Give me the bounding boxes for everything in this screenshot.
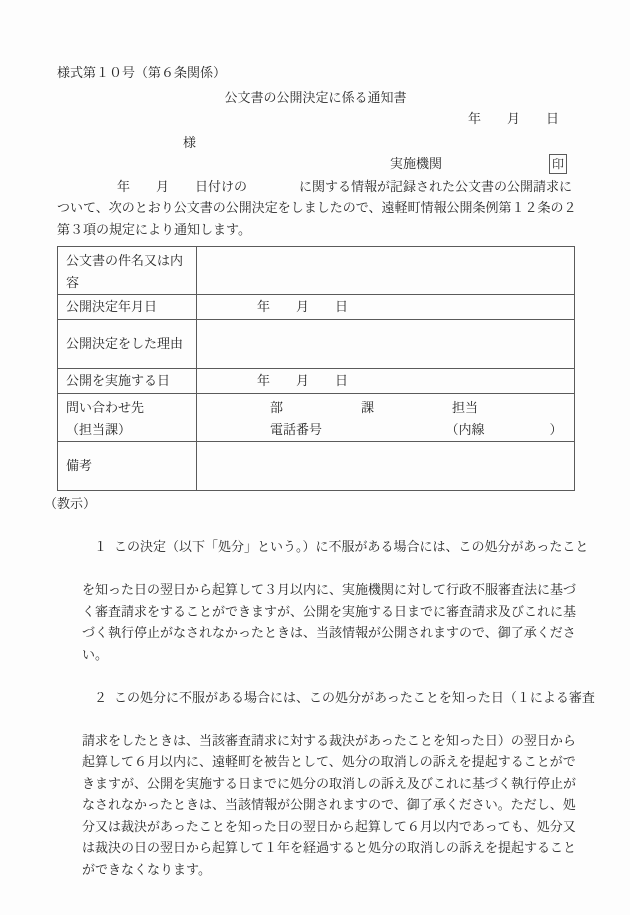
notification-paragraph: [57, 176, 577, 241]
instruction-line: は裁決の日の翌日から起算して１年を経過すると処分の取消しの訴えを提起すること: [82, 840, 577, 855]
table-row-disclosure-date: [58, 369, 575, 394]
decision-details-table: [57, 246, 575, 491]
row-label: 備考: [58, 442, 197, 491]
table-row-contact: [58, 394, 575, 442]
instruction-line: ができなくなります。: [82, 861, 211, 877]
form-number: 様式第１０号（第６条関係）: [57, 65, 227, 80]
contact-label-line: 問い合わせ先: [66, 400, 145, 415]
instruction-text: この決定（以下「処分」という。）に不服がある場合には、この処分があったこと: [114, 539, 589, 554]
instructions-heading: （教示）: [44, 496, 97, 511]
row-label: 公文書の件名又は内容: [58, 247, 197, 295]
instruction-line: きますが、公開を実施する日までに処分の取消しの訴え及びこれに基づく執行停止が: [82, 775, 577, 791]
instruction-line: なされなかったときは、当該情報が公開されますので、御了承ください。ただし、処: [82, 797, 576, 812]
table-row-remarks: [58, 442, 575, 491]
table-row-subject: [58, 247, 575, 295]
instruction-line: い。: [82, 646, 109, 662]
appeal-instructions-section: [44, 493, 595, 880]
item-number: １: [94, 539, 108, 554]
table-row-decision-date: [58, 295, 575, 320]
contact-label-line: （担当課）: [66, 421, 132, 437]
table-row-reason: [58, 320, 575, 369]
issue-date-line: 年 月 日: [467, 111, 559, 126]
instruction-item-1: [57, 515, 589, 666]
paragraph-line: ついて、次のとおり公文書の公開決定をしましたので、遠軽町情報公開条例第１２条の２: [57, 200, 577, 215]
contact-value-line: 部 課 担当: [205, 400, 479, 415]
instruction-item-2: [57, 665, 595, 880]
instruction-line: づく執行停止がなされなかったときは、当該情報が公開されますので、御了承くださ: [82, 625, 576, 640]
instruction-line: く審査請求をすることができますが、公開を実施する日までに審査請求及びこれに基: [82, 603, 577, 619]
row-value-blank: [197, 247, 575, 295]
row-value-date: 年 月 日: [197, 295, 575, 320]
issuer-line: [57, 153, 574, 175]
row-value-contact: [197, 394, 575, 442]
document-title: 公文書の公開決定に係る通知書: [224, 89, 407, 105]
row-value-date: 年 月 日: [197, 369, 575, 394]
paragraph-line: 第３項の規定により通知します。: [57, 221, 251, 237]
row-label: [58, 394, 197, 442]
paragraph-line: 年 月 日付けの に関する情報が記録された公文書の公開請求に: [117, 178, 573, 194]
contact-value-line: 電話番号 （内線 ）: [205, 421, 563, 437]
instruction-line: を知った日の翌日から起算して３月以内に、実施機関に対して行政不服審査法に基づ: [82, 582, 577, 597]
row-label: 公開決定年月日: [58, 295, 197, 320]
row-label: 公開決定をした理由: [58, 320, 197, 369]
instruction-line: 請求をしたときは、当該審査請求に対する裁決があったことを知った日）の翌日から: [82, 732, 576, 748]
item-number: ２: [94, 689, 108, 705]
instruction-line: 分又は裁決があったことを知った日の翌日から起算して６月以内であっても、処分又: [82, 818, 576, 834]
instruction-line: [57, 515, 589, 580]
addressee-honorific: 様: [183, 134, 197, 150]
row-value-blank: [197, 442, 575, 491]
seal-placeholder-icon: 印: [549, 154, 567, 174]
row-label: 公開を実施する日: [58, 369, 197, 394]
issuer-label: 実施機関: [390, 156, 443, 171]
row-value-blank: [197, 320, 575, 369]
instruction-line: [57, 665, 595, 730]
instruction-text: この処分に不服がある場合には、この処分があったことを知った日（１による審査: [114, 689, 595, 705]
instruction-line: 起算して６月以内に、遠軽町を被告として、処分の取消しの訴えを提起することがで: [82, 754, 576, 769]
